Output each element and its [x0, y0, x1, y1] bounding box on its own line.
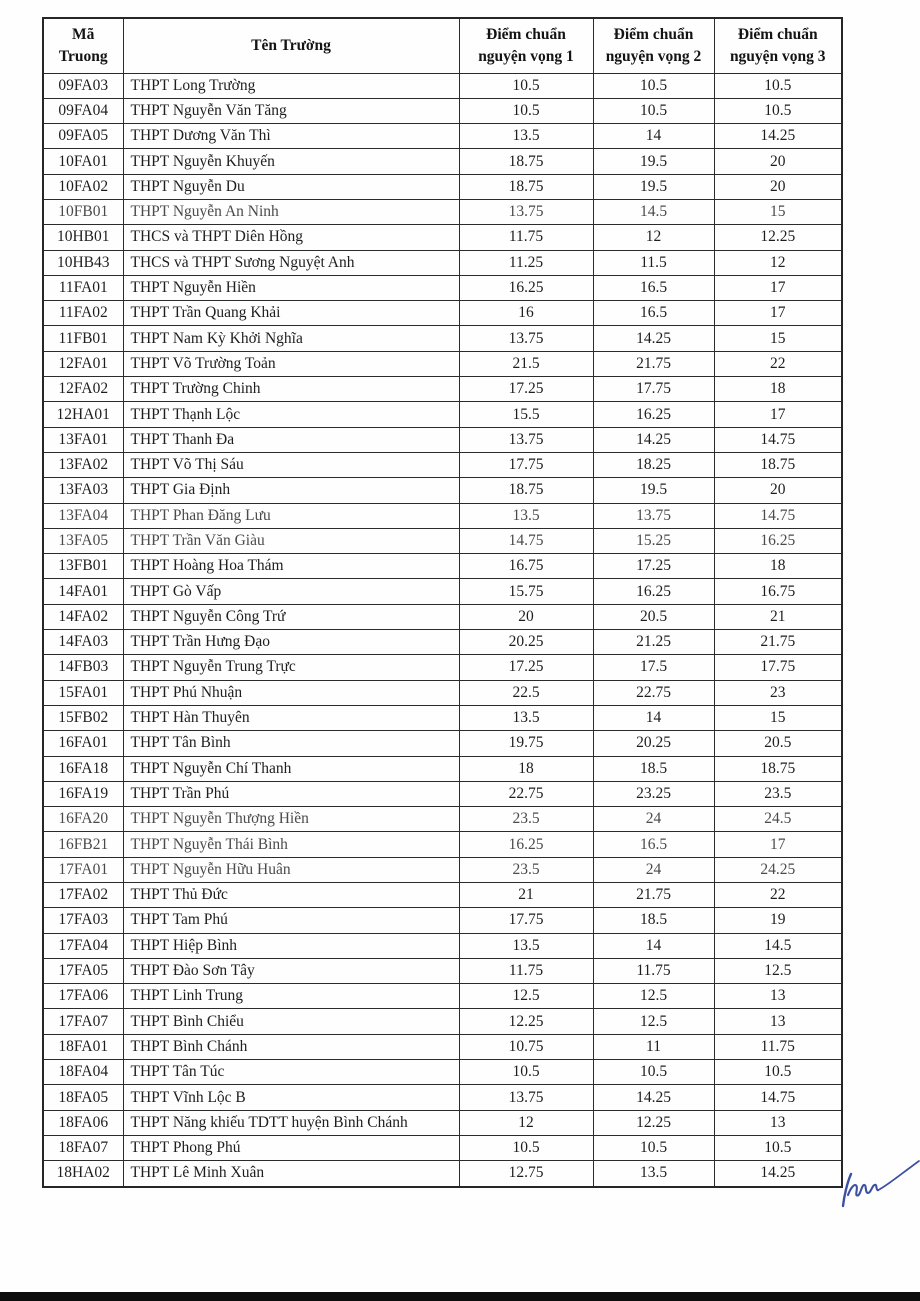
table-row [43, 1009, 842, 1034]
table-row [43, 427, 842, 452]
school-name-cell: THPT Tam Phú [123, 908, 459, 933]
table-row [43, 807, 842, 832]
score-wish-1-cell: 15.5 [459, 402, 593, 427]
score-wish-1-cell: 13.75 [459, 199, 593, 224]
score-wish-2-cell: 21.25 [593, 630, 714, 655]
school-code-cell: 12FA02 [43, 377, 123, 402]
signature-strokes [843, 1161, 919, 1206]
score-wish-1-cell: 21 [459, 883, 593, 908]
score-table-body [43, 73, 842, 1187]
score-wish-1-cell: 18 [459, 756, 593, 781]
table-row [43, 1110, 842, 1135]
table-row [43, 731, 842, 756]
school-code-cell: 13FA02 [43, 452, 123, 477]
score-wish-3-cell: 18 [714, 554, 842, 579]
score-wish-1-cell: 12.25 [459, 1009, 593, 1034]
score-table-header [43, 18, 842, 73]
score-wish-2-cell: 22.75 [593, 680, 714, 705]
score-wish-3-cell: 20 [714, 478, 842, 503]
school-name-cell: THPT Trần Văn Giàu [123, 528, 459, 553]
school-name-cell: THPT Phú Nhuận [123, 680, 459, 705]
score-wish-2-cell: 24 [593, 857, 714, 882]
score-wish-1-cell: 23.5 [459, 807, 593, 832]
school-code-cell: 10FA02 [43, 174, 123, 199]
table-row [43, 452, 842, 477]
score-wish-3-cell: 14.5 [714, 933, 842, 958]
score-wish-2-cell: 19.5 [593, 149, 714, 174]
table-row [43, 1135, 842, 1160]
header-benchmark-wish-3: Điểm chuẩn nguyện vọng 3 [714, 18, 842, 73]
school-code-cell: 15FA01 [43, 680, 123, 705]
table-row [43, 630, 842, 655]
school-name-cell: THPT Linh Trung [123, 984, 459, 1009]
table-row [43, 857, 842, 882]
score-wish-1-cell: 15.75 [459, 579, 593, 604]
score-wish-3-cell: 15 [714, 199, 842, 224]
school-code-cell: 18FA07 [43, 1135, 123, 1160]
score-wish-2-cell: 16.25 [593, 579, 714, 604]
score-wish-3-cell: 14.75 [714, 503, 842, 528]
score-wish-2-cell: 21.75 [593, 883, 714, 908]
school-name-cell: THPT Nguyễn Hữu Huân [123, 857, 459, 882]
table-row [43, 984, 842, 1009]
score-wish-2-cell: 10.5 [593, 98, 714, 123]
table-row [43, 1060, 842, 1085]
school-name-cell: THPT Phan Đăng Lưu [123, 503, 459, 528]
school-code-cell: 17FA01 [43, 857, 123, 882]
table-row [43, 174, 842, 199]
score-wish-3-cell: 22 [714, 883, 842, 908]
score-wish-1-cell: 16.25 [459, 275, 593, 300]
school-code-cell: 14FB03 [43, 655, 123, 680]
score-wish-3-cell: 12.25 [714, 225, 842, 250]
score-wish-1-cell: 10.75 [459, 1034, 593, 1059]
school-name-cell: THPT Hàn Thuyên [123, 705, 459, 730]
school-code-cell: 18FA04 [43, 1060, 123, 1085]
school-code-cell: 18FA05 [43, 1085, 123, 1110]
score-wish-3-cell: 20.5 [714, 731, 842, 756]
school-code-cell: 14FA02 [43, 604, 123, 629]
school-name-cell: THPT Nguyễn Thái Bình [123, 832, 459, 857]
score-wish-2-cell: 23.25 [593, 781, 714, 806]
table-row [43, 883, 842, 908]
school-name-cell: THPT Gò Vấp [123, 579, 459, 604]
header-benchmark-wish-1: Điểm chuẩn nguyện vọng 1 [459, 18, 593, 73]
table-row [43, 756, 842, 781]
score-wish-3-cell: 17.75 [714, 655, 842, 680]
school-code-cell: 16FA18 [43, 756, 123, 781]
table-row [43, 554, 842, 579]
school-code-cell: 13FA01 [43, 427, 123, 452]
school-name-cell: THPT Hoàng Hoa Thám [123, 554, 459, 579]
score-wish-2-cell: 19.5 [593, 174, 714, 199]
table-row [43, 908, 842, 933]
school-code-cell: 11FA02 [43, 301, 123, 326]
score-wish-1-cell: 13.5 [459, 933, 593, 958]
school-name-cell: THPT Bình Chánh [123, 1034, 459, 1059]
score-wish-3-cell: 17 [714, 275, 842, 300]
school-code-cell: 16FA01 [43, 731, 123, 756]
score-wish-3-cell: 14.25 [714, 1161, 842, 1187]
score-wish-1-cell: 13.75 [459, 1085, 593, 1110]
school-name-cell: THPT Dương Văn Thì [123, 124, 459, 149]
table-row [43, 680, 842, 705]
school-name-cell: THPT Nguyễn Khuyến [123, 149, 459, 174]
school-name-cell: THPT Trần Hưng Đạo [123, 630, 459, 655]
score-wish-1-cell: 13.5 [459, 124, 593, 149]
score-wish-2-cell: 16.5 [593, 275, 714, 300]
score-wish-3-cell: 10.5 [714, 1060, 842, 1085]
school-name-cell: THPT Hiệp Bình [123, 933, 459, 958]
table-row [43, 705, 842, 730]
table-row [43, 124, 842, 149]
school-name-cell: THPT Thạnh Lộc [123, 402, 459, 427]
school-code-cell: 14FA01 [43, 579, 123, 604]
school-code-cell: 13FA05 [43, 528, 123, 553]
school-code-cell: 14FA03 [43, 630, 123, 655]
table-row [43, 503, 842, 528]
score-wish-3-cell: 10.5 [714, 1135, 842, 1160]
score-wish-3-cell: 18 [714, 377, 842, 402]
school-name-cell: THCS và THPT Sương Nguyệt Anh [123, 250, 459, 275]
score-wish-1-cell: 13.5 [459, 503, 593, 528]
table-row [43, 351, 842, 376]
header-school-code: Mã Truong [43, 18, 123, 73]
school-code-cell: 13FA03 [43, 478, 123, 503]
score-wish-1-cell: 10.5 [459, 98, 593, 123]
table-row [43, 655, 842, 680]
score-wish-2-cell: 12.25 [593, 1110, 714, 1135]
school-code-cell: 16FA20 [43, 807, 123, 832]
header-row [43, 18, 842, 73]
header-benchmark-wish-2: Điểm chuẩn nguyện vọng 2 [593, 18, 714, 73]
score-wish-3-cell: 23 [714, 680, 842, 705]
school-code-cell: 15FB02 [43, 705, 123, 730]
school-name-cell: THPT Nam Kỳ Khởi Nghĩa [123, 326, 459, 351]
school-code-cell: 11FA01 [43, 275, 123, 300]
score-wish-2-cell: 18.5 [593, 756, 714, 781]
score-wish-2-cell: 11.75 [593, 958, 714, 983]
table-row [43, 781, 842, 806]
school-name-cell: THPT Nguyễn Hiền [123, 275, 459, 300]
score-wish-1-cell: 12.5 [459, 984, 593, 1009]
score-wish-2-cell: 17.25 [593, 554, 714, 579]
score-wish-1-cell: 11.25 [459, 250, 593, 275]
score-wish-3-cell: 17 [714, 832, 842, 857]
score-wish-1-cell: 17.75 [459, 908, 593, 933]
school-code-cell: 10FB01 [43, 199, 123, 224]
school-name-cell: THPT Vĩnh Lộc B [123, 1085, 459, 1110]
table-row [43, 1161, 842, 1187]
school-name-cell: THPT Bình Chiểu [123, 1009, 459, 1034]
score-wish-3-cell: 14.25 [714, 124, 842, 149]
score-wish-3-cell: 21.75 [714, 630, 842, 655]
school-name-cell: THPT Nguyễn Công Trứ [123, 604, 459, 629]
score-wish-1-cell: 18.75 [459, 478, 593, 503]
school-code-cell: 09FA05 [43, 124, 123, 149]
score-wish-3-cell: 13 [714, 984, 842, 1009]
score-wish-2-cell: 13.75 [593, 503, 714, 528]
table-row [43, 604, 842, 629]
school-name-cell: THPT Nguyễn Trung Trực [123, 655, 459, 680]
score-wish-2-cell: 10.5 [593, 73, 714, 98]
school-code-cell: 12HA01 [43, 402, 123, 427]
score-wish-1-cell: 10.5 [459, 1135, 593, 1160]
score-wish-1-cell: 21.5 [459, 351, 593, 376]
score-wish-3-cell: 16.75 [714, 579, 842, 604]
score-wish-3-cell: 18.75 [714, 452, 842, 477]
score-wish-1-cell: 20 [459, 604, 593, 629]
score-wish-3-cell: 22 [714, 351, 842, 376]
score-wish-3-cell: 13 [714, 1110, 842, 1135]
school-name-cell: THPT Đào Sơn Tây [123, 958, 459, 983]
score-wish-2-cell: 14.25 [593, 326, 714, 351]
score-wish-2-cell: 13.5 [593, 1161, 714, 1187]
score-wish-1-cell: 20.25 [459, 630, 593, 655]
score-wish-3-cell: 11.75 [714, 1034, 842, 1059]
school-name-cell: THPT Trần Phú [123, 781, 459, 806]
school-code-cell: 17FA03 [43, 908, 123, 933]
score-wish-1-cell: 14.75 [459, 528, 593, 553]
score-wish-3-cell: 12 [714, 250, 842, 275]
school-code-cell: 09FA04 [43, 98, 123, 123]
score-wish-1-cell: 22.5 [459, 680, 593, 705]
score-wish-2-cell: 10.5 [593, 1060, 714, 1085]
score-wish-2-cell: 10.5 [593, 1135, 714, 1160]
score-wish-3-cell: 13 [714, 1009, 842, 1034]
score-wish-2-cell: 12.5 [593, 1009, 714, 1034]
school-code-cell: 17FA05 [43, 958, 123, 983]
school-code-cell: 10FA01 [43, 149, 123, 174]
score-wish-1-cell: 22.75 [459, 781, 593, 806]
school-name-cell: THPT Nguyễn Văn Tăng [123, 98, 459, 123]
score-wish-2-cell: 14.25 [593, 427, 714, 452]
score-wish-1-cell: 13.5 [459, 705, 593, 730]
score-wish-3-cell: 23.5 [714, 781, 842, 806]
score-wish-3-cell: 19 [714, 908, 842, 933]
score-wish-1-cell: 17.25 [459, 655, 593, 680]
school-name-cell: THPT Nguyễn Chí Thanh [123, 756, 459, 781]
school-name-cell: THPT Nguyễn Thượng Hiền [123, 807, 459, 832]
table-row [43, 579, 842, 604]
score-wish-2-cell: 11.5 [593, 250, 714, 275]
school-name-cell: THPT Nguyễn Du [123, 174, 459, 199]
score-wish-2-cell: 19.5 [593, 478, 714, 503]
score-wish-2-cell: 14 [593, 705, 714, 730]
score-wish-3-cell: 20 [714, 174, 842, 199]
score-wish-1-cell: 16.75 [459, 554, 593, 579]
table-row [43, 1085, 842, 1110]
score-wish-1-cell: 19.75 [459, 731, 593, 756]
score-wish-1-cell: 16 [459, 301, 593, 326]
school-code-cell: 11FB01 [43, 326, 123, 351]
score-wish-1-cell: 17.25 [459, 377, 593, 402]
score-wish-1-cell: 12.75 [459, 1161, 593, 1187]
score-wish-2-cell: 16.5 [593, 301, 714, 326]
signature-scribble-icon [833, 1150, 920, 1212]
score-wish-3-cell: 10.5 [714, 98, 842, 123]
scan-edge-bar [0, 1292, 920, 1301]
score-wish-2-cell: 15.25 [593, 528, 714, 553]
table-row [43, 377, 842, 402]
school-name-cell: THPT Long Trường [123, 73, 459, 98]
score-wish-3-cell: 12.5 [714, 958, 842, 983]
header-school-name: Tên Trường [123, 18, 459, 73]
score-wish-3-cell: 10.5 [714, 73, 842, 98]
score-wish-3-cell: 14.75 [714, 427, 842, 452]
score-wish-2-cell: 21.75 [593, 351, 714, 376]
score-wish-3-cell: 24.25 [714, 857, 842, 882]
school-name-cell: THPT Nguyễn An Ninh [123, 199, 459, 224]
score-wish-2-cell: 16.25 [593, 402, 714, 427]
score-wish-3-cell: 14.75 [714, 1085, 842, 1110]
table-row [43, 73, 842, 98]
table-row [43, 149, 842, 174]
score-wish-3-cell: 17 [714, 402, 842, 427]
score-wish-2-cell: 18.25 [593, 452, 714, 477]
school-code-cell: 17FA02 [43, 883, 123, 908]
school-code-cell: 17FA06 [43, 984, 123, 1009]
score-wish-1-cell: 17.75 [459, 452, 593, 477]
score-wish-1-cell: 23.5 [459, 857, 593, 882]
score-wish-1-cell: 13.75 [459, 326, 593, 351]
table-row [43, 98, 842, 123]
table-row [43, 225, 842, 250]
table-row [43, 958, 842, 983]
school-code-cell: 17FA04 [43, 933, 123, 958]
score-wish-2-cell: 14 [593, 124, 714, 149]
score-wish-3-cell: 21 [714, 604, 842, 629]
school-name-cell: THPT Thủ Đức [123, 883, 459, 908]
school-name-cell: THPT Lê Minh Xuân [123, 1161, 459, 1187]
school-code-cell: 18HA02 [43, 1161, 123, 1187]
score-wish-2-cell: 14.5 [593, 199, 714, 224]
school-name-cell: THCS và THPT Diên Hồng [123, 225, 459, 250]
table-row [43, 326, 842, 351]
score-wish-2-cell: 17.75 [593, 377, 714, 402]
school-code-cell: 12FA01 [43, 351, 123, 376]
school-code-cell: 18FA06 [43, 1110, 123, 1135]
school-code-cell: 13FA04 [43, 503, 123, 528]
table-row [43, 832, 842, 857]
school-name-cell: THPT Võ Thị Sáu [123, 452, 459, 477]
school-code-cell: 13FB01 [43, 554, 123, 579]
score-wish-1-cell: 10.5 [459, 73, 593, 98]
score-wish-1-cell: 13.75 [459, 427, 593, 452]
score-wish-3-cell: 20 [714, 149, 842, 174]
score-wish-2-cell: 16.5 [593, 832, 714, 857]
school-code-cell: 10HB01 [43, 225, 123, 250]
score-wish-1-cell: 18.75 [459, 174, 593, 199]
score-wish-2-cell: 18.5 [593, 908, 714, 933]
score-wish-2-cell: 20.25 [593, 731, 714, 756]
school-code-cell: 16FA19 [43, 781, 123, 806]
score-table [42, 17, 843, 1188]
score-wish-1-cell: 11.75 [459, 958, 593, 983]
score-wish-1-cell: 18.75 [459, 149, 593, 174]
school-name-cell: THPT Võ Trường Toản [123, 351, 459, 376]
school-code-cell: 10HB43 [43, 250, 123, 275]
score-wish-2-cell: 14.25 [593, 1085, 714, 1110]
school-name-cell: THPT Năng khiếu TDTT huyện Bình Chánh [123, 1110, 459, 1135]
table-row [43, 933, 842, 958]
score-wish-2-cell: 17.5 [593, 655, 714, 680]
school-name-cell: THPT Thanh Đa [123, 427, 459, 452]
score-wish-3-cell: 18.75 [714, 756, 842, 781]
table-row [43, 301, 842, 326]
school-code-cell: 16FB21 [43, 832, 123, 857]
table-row [43, 1034, 842, 1059]
score-wish-3-cell: 16.25 [714, 528, 842, 553]
school-name-cell: THPT Tân Túc [123, 1060, 459, 1085]
score-wish-2-cell: 12 [593, 225, 714, 250]
table-row [43, 250, 842, 275]
school-name-cell: THPT Trần Quang Khải [123, 301, 459, 326]
score-wish-2-cell: 12.5 [593, 984, 714, 1009]
school-name-cell: THPT Trường Chinh [123, 377, 459, 402]
table-row [43, 478, 842, 503]
score-wish-2-cell: 24 [593, 807, 714, 832]
school-name-cell: THPT Phong Phú [123, 1135, 459, 1160]
school-code-cell: 18FA01 [43, 1034, 123, 1059]
school-name-cell: THPT Tân Bình [123, 731, 459, 756]
table-row [43, 402, 842, 427]
table-row [43, 528, 842, 553]
score-wish-3-cell: 17 [714, 301, 842, 326]
school-code-cell: 09FA03 [43, 73, 123, 98]
school-name-cell: THPT Gia Định [123, 478, 459, 503]
table-row [43, 275, 842, 300]
table-row [43, 199, 842, 224]
school-code-cell: 17FA07 [43, 1009, 123, 1034]
score-wish-1-cell: 10.5 [459, 1060, 593, 1085]
score-wish-3-cell: 15 [714, 326, 842, 351]
score-wish-1-cell: 16.25 [459, 832, 593, 857]
score-wish-2-cell: 20.5 [593, 604, 714, 629]
score-wish-3-cell: 24.5 [714, 807, 842, 832]
score-wish-1-cell: 11.75 [459, 225, 593, 250]
score-wish-2-cell: 14 [593, 933, 714, 958]
score-wish-2-cell: 11 [593, 1034, 714, 1059]
score-wish-3-cell: 15 [714, 705, 842, 730]
score-wish-1-cell: 12 [459, 1110, 593, 1135]
